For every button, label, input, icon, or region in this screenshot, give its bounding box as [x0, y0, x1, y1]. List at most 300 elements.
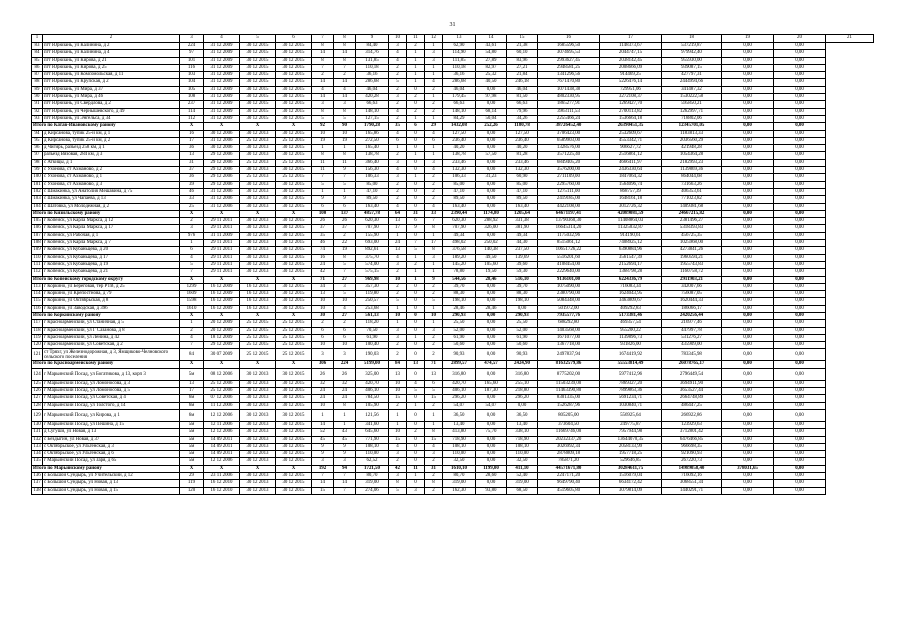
table-cell: 0 [407, 327, 425, 334]
table-cell: 1 [407, 473, 425, 480]
table-cell: 0,00 [476, 421, 507, 428]
total-cell: X [240, 123, 276, 130]
table-cell: 30 12 2013 [240, 409, 276, 421]
table-cell: 16 12 2009 [204, 298, 240, 305]
table-cell: 1865277,91 [538, 101, 600, 108]
total-cell: 1174,80 [476, 210, 507, 217]
table-cell: 0,00 [722, 429, 774, 436]
table-cell: 29 12 2006 [204, 174, 240, 181]
table-cell: 127,50 [507, 130, 538, 137]
total-cell: X [240, 210, 276, 217]
table-cell: 0,00 [476, 458, 507, 465]
table-cell: 30 12 2013 [240, 443, 276, 450]
table-cell: 30 12 2015 [276, 443, 312, 450]
table-cell: 2 [425, 181, 443, 188]
table-cell: 2948581,25 [538, 64, 600, 71]
table-row [32, 43, 874, 50]
total-cell: X [180, 276, 204, 283]
table-cell: 1367718,00 [538, 342, 600, 349]
table-cell: 132,30 [443, 167, 476, 174]
table-cell: 0 [407, 232, 425, 239]
table-cell: 0,00 [774, 320, 826, 327]
table-cell: 5 [312, 181, 334, 188]
table-cell: 1 [425, 64, 443, 71]
table-cell: 0,00 [476, 167, 507, 174]
table-cell: 620,30 [443, 218, 476, 225]
table-cell: 3712801,42 [662, 429, 722, 436]
table-cell: 2 [389, 402, 407, 409]
table-cell: 30 12 2013 [240, 167, 276, 174]
table-cell: 97 [180, 50, 204, 57]
table-cell: 1 [407, 152, 425, 159]
table-cell: 165,86 [356, 130, 389, 137]
total-cell: 27 [334, 312, 356, 319]
table-cell: 10 [334, 298, 356, 305]
table-cell: 595850,21 [662, 101, 722, 108]
table-cell: 6589903,00 [538, 137, 600, 144]
total-cell: 137 [334, 210, 356, 217]
row-number: 106 [33, 225, 41, 231]
table-cell: 4 [180, 334, 204, 341]
table-cell: 1 [425, 94, 443, 101]
table-cell: 31 12 2009 [204, 43, 240, 50]
table-cell: 3012726,32 [600, 203, 662, 210]
table-cell: 3963111,53 [538, 108, 600, 115]
table-cell: 5 [334, 261, 356, 268]
table-cell: 5318393,83 [662, 225, 722, 232]
table-cell: 29 11 2011 [204, 240, 240, 247]
total-cell: 81632579,86 [538, 361, 600, 368]
total-cell: 31 [425, 465, 443, 472]
table-cell: 1 [389, 305, 407, 312]
table-cell: 868757,39 [600, 188, 662, 195]
table-row [32, 64, 874, 71]
table-cell: 52 [312, 429, 334, 436]
table-cell: 10 [312, 305, 334, 312]
table-cell: 1 [389, 421, 407, 428]
row-number: 118 [33, 327, 41, 333]
table-cell: 7 [334, 269, 356, 276]
table-cell: 52,00 [443, 327, 476, 334]
table-cell: 32,50 [507, 458, 538, 465]
table-cell: 11 [312, 167, 334, 174]
table-cell: 2 [389, 181, 407, 188]
table-cell: 319,00 [507, 480, 538, 487]
table-cell: 413,80 [443, 429, 476, 436]
table-cell: 30 12 2015 [276, 130, 312, 137]
table-cell: 30 12 2013 [240, 240, 276, 247]
table-cell: 30 12 2013 [240, 429, 276, 436]
total-cell: 29 [425, 123, 443, 130]
table-cell: 0 [407, 137, 425, 144]
table-cell: 1139869,36 [662, 167, 722, 174]
address-cell: пгт Юрюзань, ул Свердлова, д 2 [43, 101, 180, 108]
table-cell: 84,29 [443, 115, 476, 122]
table-cell: 11 [334, 159, 356, 166]
table-cell: 0,00 [476, 443, 507, 450]
table-cell: 0,00 [774, 174, 826, 181]
table-cell: 237 [180, 101, 204, 108]
table-cell: 3 [334, 283, 356, 290]
table-row [32, 298, 874, 305]
total-cell: X [240, 361, 276, 368]
table-cell: 0,00 [722, 283, 774, 290]
table-cell: 138,78 [443, 152, 476, 159]
table-cell: 30 12 2013 [240, 232, 276, 239]
total-cell: X [276, 361, 312, 368]
total-cell: 1610,10 [443, 465, 476, 472]
table-cell: 61,90 [356, 334, 389, 341]
table-cell: 1526287,96 [538, 402, 600, 409]
total-cell: 6224336,79 [600, 276, 662, 283]
table-cell: 30 12 2015 [276, 283, 312, 290]
table-cell: 2497837,94 [538, 349, 600, 361]
row-number: 114 [33, 291, 41, 297]
table-cell: 0,00 [774, 181, 826, 188]
table-cell: 2 [425, 101, 443, 108]
table-cell: 2 [425, 334, 443, 341]
row-number: 127 [33, 395, 41, 401]
table-cell: 0,00 [476, 181, 507, 188]
table-row [32, 327, 874, 334]
table-cell: 0,00 [722, 436, 774, 443]
total-cell: 969,98 [356, 276, 389, 283]
table-cell: 30 12 2013 [240, 196, 276, 203]
table-cell: 30 12 2006 [204, 145, 240, 152]
table-cell: 24 [312, 395, 334, 402]
row-number: 116 [33, 305, 41, 311]
table-cell: 79,96 [507, 108, 538, 115]
table-cell: 1674419,92 [600, 349, 662, 361]
column-number: 2 [43, 35, 180, 43]
table-cell: 3571225,40 [538, 152, 600, 159]
table-cell: 218,80 [507, 388, 538, 395]
table-cell: 729951,06 [600, 86, 662, 93]
row-number: 130 [33, 421, 41, 427]
table-cell: 32,50 [443, 458, 476, 465]
column-number: 3 [180, 35, 204, 43]
table-cell: 8 [334, 402, 356, 409]
table-cell: 0 [407, 458, 425, 465]
table-cell: 0,00 [774, 57, 826, 64]
table-cell: 47,10 [507, 188, 538, 195]
table-cell: 14 [312, 79, 334, 86]
table-row [32, 254, 874, 261]
table-cell: 718,90 [443, 436, 476, 443]
table-cell: 139,69 [507, 254, 538, 261]
table-cell: 25 12 2015 [276, 320, 312, 327]
total-cell: 1199,00 [476, 465, 507, 472]
table-cell: 0 [407, 159, 425, 166]
table-cell: 1957718,25 [600, 451, 662, 458]
table-cell: 892,61 [356, 247, 389, 254]
address-cell: пгт Юрюзань, ул Комсомольская, д 11 [43, 72, 180, 79]
row-number: 136 [33, 473, 41, 479]
table-cell: 0,00 [722, 94, 774, 101]
table-cell: 108 [180, 94, 204, 101]
table-cell: 456725,35 [662, 232, 722, 239]
total-cell: 516,10 [507, 276, 538, 283]
table-cell: 5226476,14 [600, 79, 662, 86]
total-cell: 71 [425, 361, 443, 368]
table-cell: 0 [407, 368, 425, 380]
table-cell: 0,00 [774, 388, 826, 395]
table-cell: 4273841,26 [662, 247, 722, 254]
table-cell: 0,00 [774, 298, 826, 305]
table-cell: 68,14 [476, 108, 507, 115]
table-row [32, 487, 874, 494]
table-cell: 45 [312, 436, 334, 443]
total-cell: 10 [389, 276, 407, 283]
table-cell: 2 [425, 402, 443, 409]
table-cell: 4666411,97 [600, 159, 662, 166]
total-cell: 28,46 [476, 276, 507, 283]
table-cell: 4 [425, 443, 443, 450]
table-cell: 25 12 2015 [276, 334, 312, 341]
table-cell: 30 12 2015 [276, 254, 312, 261]
table-cell: 16 12 2013 [240, 283, 276, 290]
table-cell: 60,10 [507, 50, 538, 57]
table-cell: 8 [425, 225, 443, 232]
table-cell: 148,10 [443, 108, 476, 115]
table-cell: 25,32 [476, 72, 507, 79]
table-cell: 406353,61 [662, 188, 722, 195]
table-cell: 0,00 [722, 320, 774, 327]
table-cell: 0,00 [774, 72, 826, 79]
table-cell: 0,00 [774, 145, 826, 152]
address-cell: с Большой Сундырь, ул Учительский, д 12 [43, 473, 180, 480]
table-cell: 435909,00 [662, 342, 722, 349]
table-cell: 30 12 2015 [276, 269, 312, 276]
table-cell: 163,40 [507, 203, 538, 210]
table-cell: 30 12 2015 [276, 152, 312, 159]
table-cell: 155,90 [356, 232, 389, 239]
table-cell: 0,00 [476, 451, 507, 458]
table-cell: 25 12 2015 [240, 334, 276, 341]
table-cell: 80,70 [356, 473, 389, 480]
row-number: 129 [32, 409, 43, 421]
table-cell: 2 [389, 196, 407, 203]
table-cell: 0,00 [476, 368, 507, 380]
table-cell: 105,90 [356, 402, 389, 409]
table-cell: 1183813,33 [662, 130, 722, 137]
total-cell: X [204, 361, 240, 368]
table-cell: 30 12 2015 [276, 101, 312, 108]
total-cell: 306 [312, 361, 334, 368]
table-cell: 11 12 2006 [204, 402, 240, 409]
total-cell: X [204, 276, 240, 283]
table-row [32, 320, 874, 327]
table-cell: 784,50 [356, 395, 389, 402]
row-number: 91 [32, 101, 43, 108]
table-cell: 0,00 [722, 181, 774, 188]
table-cell: 6 [407, 218, 425, 225]
table-cell: 0,00 [722, 57, 774, 64]
table-cell: 2 [389, 64, 407, 71]
total-cell: X [204, 210, 240, 217]
address-cell: г Копейск, ул Кубаньцева, д 17 [43, 254, 180, 261]
total-cell: 0,00 [774, 312, 826, 319]
table-row [32, 225, 874, 232]
table-cell: 32 [312, 380, 334, 387]
table-cell: 2 [407, 108, 425, 115]
table-cell: 0,00 [476, 320, 507, 327]
table-cell: 0,00 [476, 298, 507, 305]
table-cell: 0,00 [722, 305, 774, 312]
column-number: 9 [356, 35, 389, 43]
table-cell: 30 12 2015 [276, 380, 312, 387]
table-cell: 0,00 [476, 395, 507, 402]
total-cell: 0,00 [722, 361, 774, 368]
table-cell: 28,46 [443, 305, 476, 312]
total-cell: 90 [334, 123, 356, 130]
table-cell: 110,00 [356, 451, 389, 458]
table-cell: 0,00 [722, 409, 774, 421]
table-cell: 16 [312, 254, 334, 261]
table-cell: 914469,25 [600, 72, 662, 79]
address-cell: с Шмакинка, ул Анатолия Мешавина, д 75 [43, 188, 180, 195]
table-cell: 2 [425, 473, 443, 480]
table-cell: 1 [407, 402, 425, 409]
table-cell: 10 [312, 130, 334, 137]
table-cell: 80,70 [443, 473, 476, 480]
table-cell: 2 [334, 320, 356, 327]
total-cell: X [276, 123, 312, 130]
table-cell: 0,00 [722, 254, 774, 261]
table-cell: 4519605,80 [538, 487, 600, 494]
table-cell: 246,18 [507, 79, 538, 86]
total-cell: 55553814,49 [600, 361, 662, 368]
table-cell: 85,00 [507, 181, 538, 188]
table-cell: 9 [312, 196, 334, 203]
table-cell: 39,60 [507, 261, 538, 268]
table-cell: 224 [180, 43, 204, 50]
table-cell: 30 12 2015 [276, 421, 312, 428]
table-cell: 14 09 2011 [204, 436, 240, 443]
table-cell: 1269427,70 [600, 101, 662, 108]
table-cell: 30 12 2015 [276, 108, 312, 115]
table-cell: 10 [334, 130, 356, 137]
table-cell: 30 12 2013 [240, 480, 276, 487]
table-cell: 5 [334, 291, 356, 298]
table-cell: 373604,50 [538, 421, 600, 428]
table-cell: 0,00 [476, 409, 507, 421]
total-cell: 5199,00 [356, 361, 389, 368]
table-cell: 1299 [180, 283, 204, 290]
table-cell: 3026992,34 [538, 443, 600, 450]
table-cell: 30 12 2013 [240, 451, 276, 458]
table-cell: 2008666,09 [600, 64, 662, 71]
table-cell: 8 [312, 152, 334, 159]
table-cell: 30 12 2015 [276, 436, 312, 443]
table-cell: 1 [425, 305, 443, 312]
table-cell: 5 [334, 181, 356, 188]
row-number: 135 [33, 458, 41, 464]
table-cell: 24 [389, 240, 407, 247]
table-cell: 537219,87 [662, 43, 722, 50]
table-row [32, 174, 874, 181]
total-cell: X [240, 312, 276, 319]
table-cell: 326,00 [476, 225, 507, 232]
total-cell: 0,00 [722, 123, 774, 130]
table-cell: 30 12 2015 [240, 72, 276, 79]
table-cell: 2993627,45 [538, 57, 600, 64]
table-cell: 6 [312, 327, 334, 334]
table-cell: 14 [312, 50, 334, 57]
page-number: 31 [449, 22, 456, 28]
table-cell: 0,00 [722, 421, 774, 428]
table-cell: 0 [407, 436, 425, 443]
column-number: 12 [425, 35, 443, 43]
row-number: 124 [32, 368, 43, 380]
table-cell: 189,20 [443, 254, 476, 261]
table-cell: 2 [425, 188, 443, 195]
table-cell: 1 [334, 188, 356, 195]
table-cell: 0,00 [774, 232, 826, 239]
table-cell: 30 12 2015 [276, 43, 312, 50]
table-cell: 15 [389, 436, 407, 443]
table-cell: 1 [425, 320, 443, 327]
table-cell: 955200,22 [600, 327, 662, 334]
table-cell: 10 [334, 342, 356, 349]
table-cell: 250,02 [476, 240, 507, 247]
table-cell: 19 [334, 247, 356, 254]
table-row [32, 167, 874, 174]
table-cell: 1440291,71 [662, 487, 722, 494]
table-cell: 1530222,58 [662, 94, 722, 101]
table-row [32, 50, 874, 57]
total-cell: X [276, 276, 312, 283]
address-cell: пгт Юрюзань, ул Мира, д 46 [43, 94, 180, 101]
table-cell: 1624043,95 [600, 291, 662, 298]
table-cell: 8 [389, 480, 407, 487]
table-cell: 1564096,74 [600, 181, 662, 188]
total-cell: 290,93 [507, 312, 538, 319]
table-cell: 68,50 [507, 487, 538, 494]
table-cell: 1 [180, 320, 204, 327]
total-cell: 2390,44 [443, 210, 476, 217]
table-cell: 7 [180, 342, 204, 349]
table-cell: 30 12 2015 [276, 395, 312, 402]
table-cell: 0,00 [774, 225, 826, 232]
total-cell: 0,00 [774, 123, 826, 130]
table-cell: 14 09 2011 [204, 451, 240, 458]
table-cell: 20 12 2009 [204, 327, 240, 334]
table-cell: 2700113,82 [600, 108, 662, 115]
table-cell: 2 [425, 196, 443, 203]
table-cell: 105 [180, 86, 204, 93]
table-cell: 29 11 2011 [204, 269, 240, 276]
table-cell: 2 [389, 152, 407, 159]
table-cell: 3 [389, 159, 407, 166]
column-number: 20 [774, 35, 826, 43]
table-cell: 498,02 [443, 240, 476, 247]
table-cell: 25 12 2013 [240, 159, 276, 166]
table-cell: 331,38 [507, 218, 538, 225]
table-cell: 4 [389, 108, 407, 115]
table-cell: 11503239,00 [538, 380, 600, 387]
table-cell: 9 [334, 451, 356, 458]
table-cell: 50,60 [507, 342, 538, 349]
table-cell: 531276,27 [662, 334, 722, 341]
table-cell: 255,10 [507, 380, 538, 387]
table-cell: 17 [180, 388, 204, 395]
table-cell: 1 [425, 72, 443, 79]
table-cell: 30 12 2015 [276, 188, 312, 195]
address-cell: г Красноармейский, ул Г Сазанова, д 8 [43, 327, 180, 334]
table-cell: 8 [312, 57, 334, 64]
table-cell: 0,00 [774, 349, 826, 361]
